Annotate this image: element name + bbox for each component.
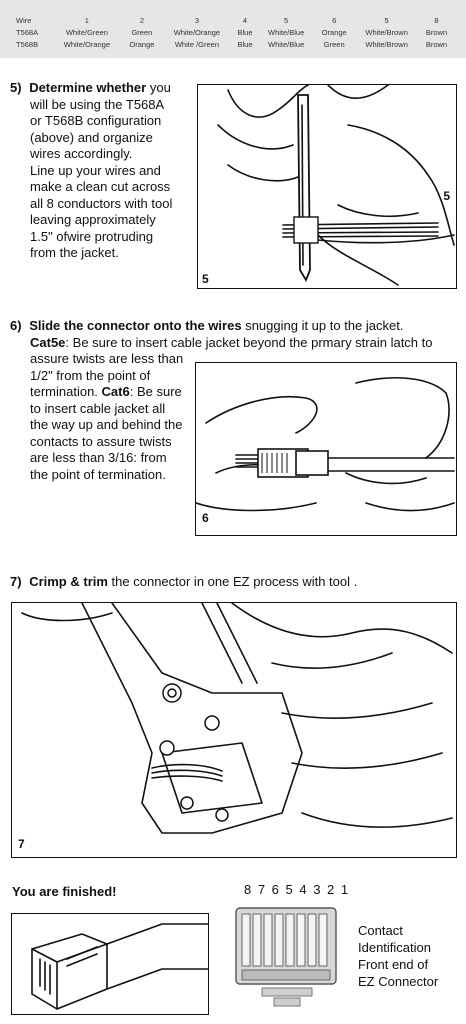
table-cell: T568A bbox=[16, 27, 39, 37]
cat5e-text: : Be sure to insert cable jacket beyond the prmary strain latch to bbox=[65, 334, 433, 350]
table-header-cell: 8 bbox=[434, 15, 439, 25]
step6-illustration bbox=[195, 362, 457, 536]
step7-illustration bbox=[11, 602, 457, 858]
step5-heading-tail: you bbox=[149, 80, 171, 95]
step5-line: Line up your wires and bbox=[30, 162, 161, 178]
contact-label-line: Front end of bbox=[358, 957, 429, 972]
table-cell: T568B bbox=[16, 39, 39, 49]
step5-line: will be using the T568A bbox=[30, 96, 165, 112]
step7-text bbox=[10, 574, 460, 591]
table-cell: Green bbox=[131, 27, 153, 37]
step7-heading: Crimp & trim bbox=[29, 574, 108, 589]
step5-line: wires accordingly. bbox=[30, 146, 133, 161]
step7-figure-number: 7 bbox=[18, 837, 25, 851]
table-header-cell: 2 bbox=[139, 15, 144, 25]
step5-first-line bbox=[10, 80, 195, 97]
table-cell: Brown bbox=[425, 27, 448, 37]
step6-termination: termination. bbox=[30, 384, 98, 399]
table-row bbox=[14, 26, 454, 38]
table-header-cell: 3 bbox=[194, 15, 200, 25]
table-row bbox=[14, 38, 454, 50]
step6-line: assure twists are less than bbox=[30, 351, 184, 366]
hand-sliding-connector-image bbox=[196, 363, 456, 535]
cat6-label: Cat6 bbox=[101, 384, 130, 399]
step6-line: are less than 3/16: from bbox=[30, 450, 167, 465]
table-cell: White/Green bbox=[65, 27, 108, 37]
table-header-cell: 5 bbox=[384, 15, 389, 25]
step5-line: from the jacket. bbox=[30, 245, 119, 260]
step5-line: 1.5" ofwire protruding bbox=[30, 228, 154, 244]
crimp-tool-image bbox=[12, 603, 456, 857]
step6-line: 1/2" from the point of bbox=[30, 367, 151, 383]
table-header-cell: 1 bbox=[84, 15, 89, 25]
contact-numbers: 8 7 6 5 4 3 2 1 bbox=[244, 882, 350, 897]
cat5e-label: Cat5e bbox=[30, 334, 66, 350]
cat6-tail: : Be sure bbox=[129, 384, 182, 399]
step6-first-line bbox=[10, 318, 460, 335]
step5-text bbox=[10, 80, 195, 262]
table-cell: Orange bbox=[129, 39, 155, 49]
table-header-cell: Wire bbox=[16, 15, 32, 25]
connector-front-image bbox=[232, 900, 342, 1012]
table-cell: White/Brown bbox=[365, 27, 408, 37]
step6-heading: Slide the connector onto the wires bbox=[29, 318, 242, 333]
table-cell: Green bbox=[323, 39, 345, 49]
step6-cat5e-line bbox=[10, 335, 460, 352]
contact-label-line: Contact bbox=[358, 923, 403, 938]
table-cell: White/Brown bbox=[365, 39, 408, 49]
step6-line: the point of termination. bbox=[30, 466, 166, 482]
table-header-cell: 6 bbox=[332, 15, 337, 25]
finished-connector-image bbox=[12, 914, 208, 1014]
table-cell: Orange bbox=[321, 27, 347, 37]
table-cell: White/Orange bbox=[63, 39, 111, 49]
step5-line: or T568B configuration bbox=[30, 113, 162, 128]
step5-side-label: 5 bbox=[443, 189, 450, 203]
contact-label-line: EZ Connector bbox=[358, 974, 439, 989]
hand-cutting-wires-image bbox=[198, 85, 456, 288]
contact-label-line: Identification bbox=[358, 940, 431, 955]
step5-line: (above) and organize bbox=[30, 129, 153, 145]
step5-illustration bbox=[197, 84, 457, 289]
step5-number: 5) bbox=[10, 80, 22, 95]
finished-heading: You are finished! bbox=[12, 884, 117, 899]
table-cell: Blue bbox=[237, 27, 253, 37]
step6-figure-number: 6 bbox=[202, 511, 209, 525]
table-cell: Brown bbox=[425, 39, 448, 49]
table-header-cell: 5 bbox=[284, 15, 289, 25]
table-header-cell: 4 bbox=[242, 15, 248, 25]
table-cell: White/Blue bbox=[267, 27, 305, 37]
table-cell: Blue bbox=[237, 39, 253, 49]
step7-number: 7) bbox=[10, 574, 22, 589]
contact-identification-label bbox=[358, 922, 458, 990]
finished-illustration bbox=[11, 913, 209, 1015]
step5-line: leaving approximately bbox=[30, 212, 156, 227]
table-cell: White /Green bbox=[174, 39, 220, 49]
table-header-row bbox=[14, 14, 454, 26]
step6-line: the way up and behind the bbox=[30, 417, 183, 432]
table-cell: White/Blue bbox=[267, 39, 305, 49]
step6-line: to insert cable jacket all bbox=[30, 400, 166, 416]
table-cell: White/Orange bbox=[173, 27, 221, 37]
step5-line: all 8 conductors with tool bbox=[30, 195, 173, 211]
step5-figure-number: 5 bbox=[202, 272, 209, 286]
step6-line: contacts to assure twists bbox=[30, 433, 172, 449]
step7-heading-tail: the connector in one EZ process with tool . bbox=[111, 574, 358, 589]
step6-number: 6) bbox=[10, 318, 22, 333]
step6-heading-tail: snugging it up to the jacket. bbox=[245, 318, 404, 333]
step5-line: make a clean cut across bbox=[30, 179, 171, 194]
wiring-table bbox=[0, 0, 466, 58]
step5-heading: Determine whether bbox=[29, 80, 147, 95]
